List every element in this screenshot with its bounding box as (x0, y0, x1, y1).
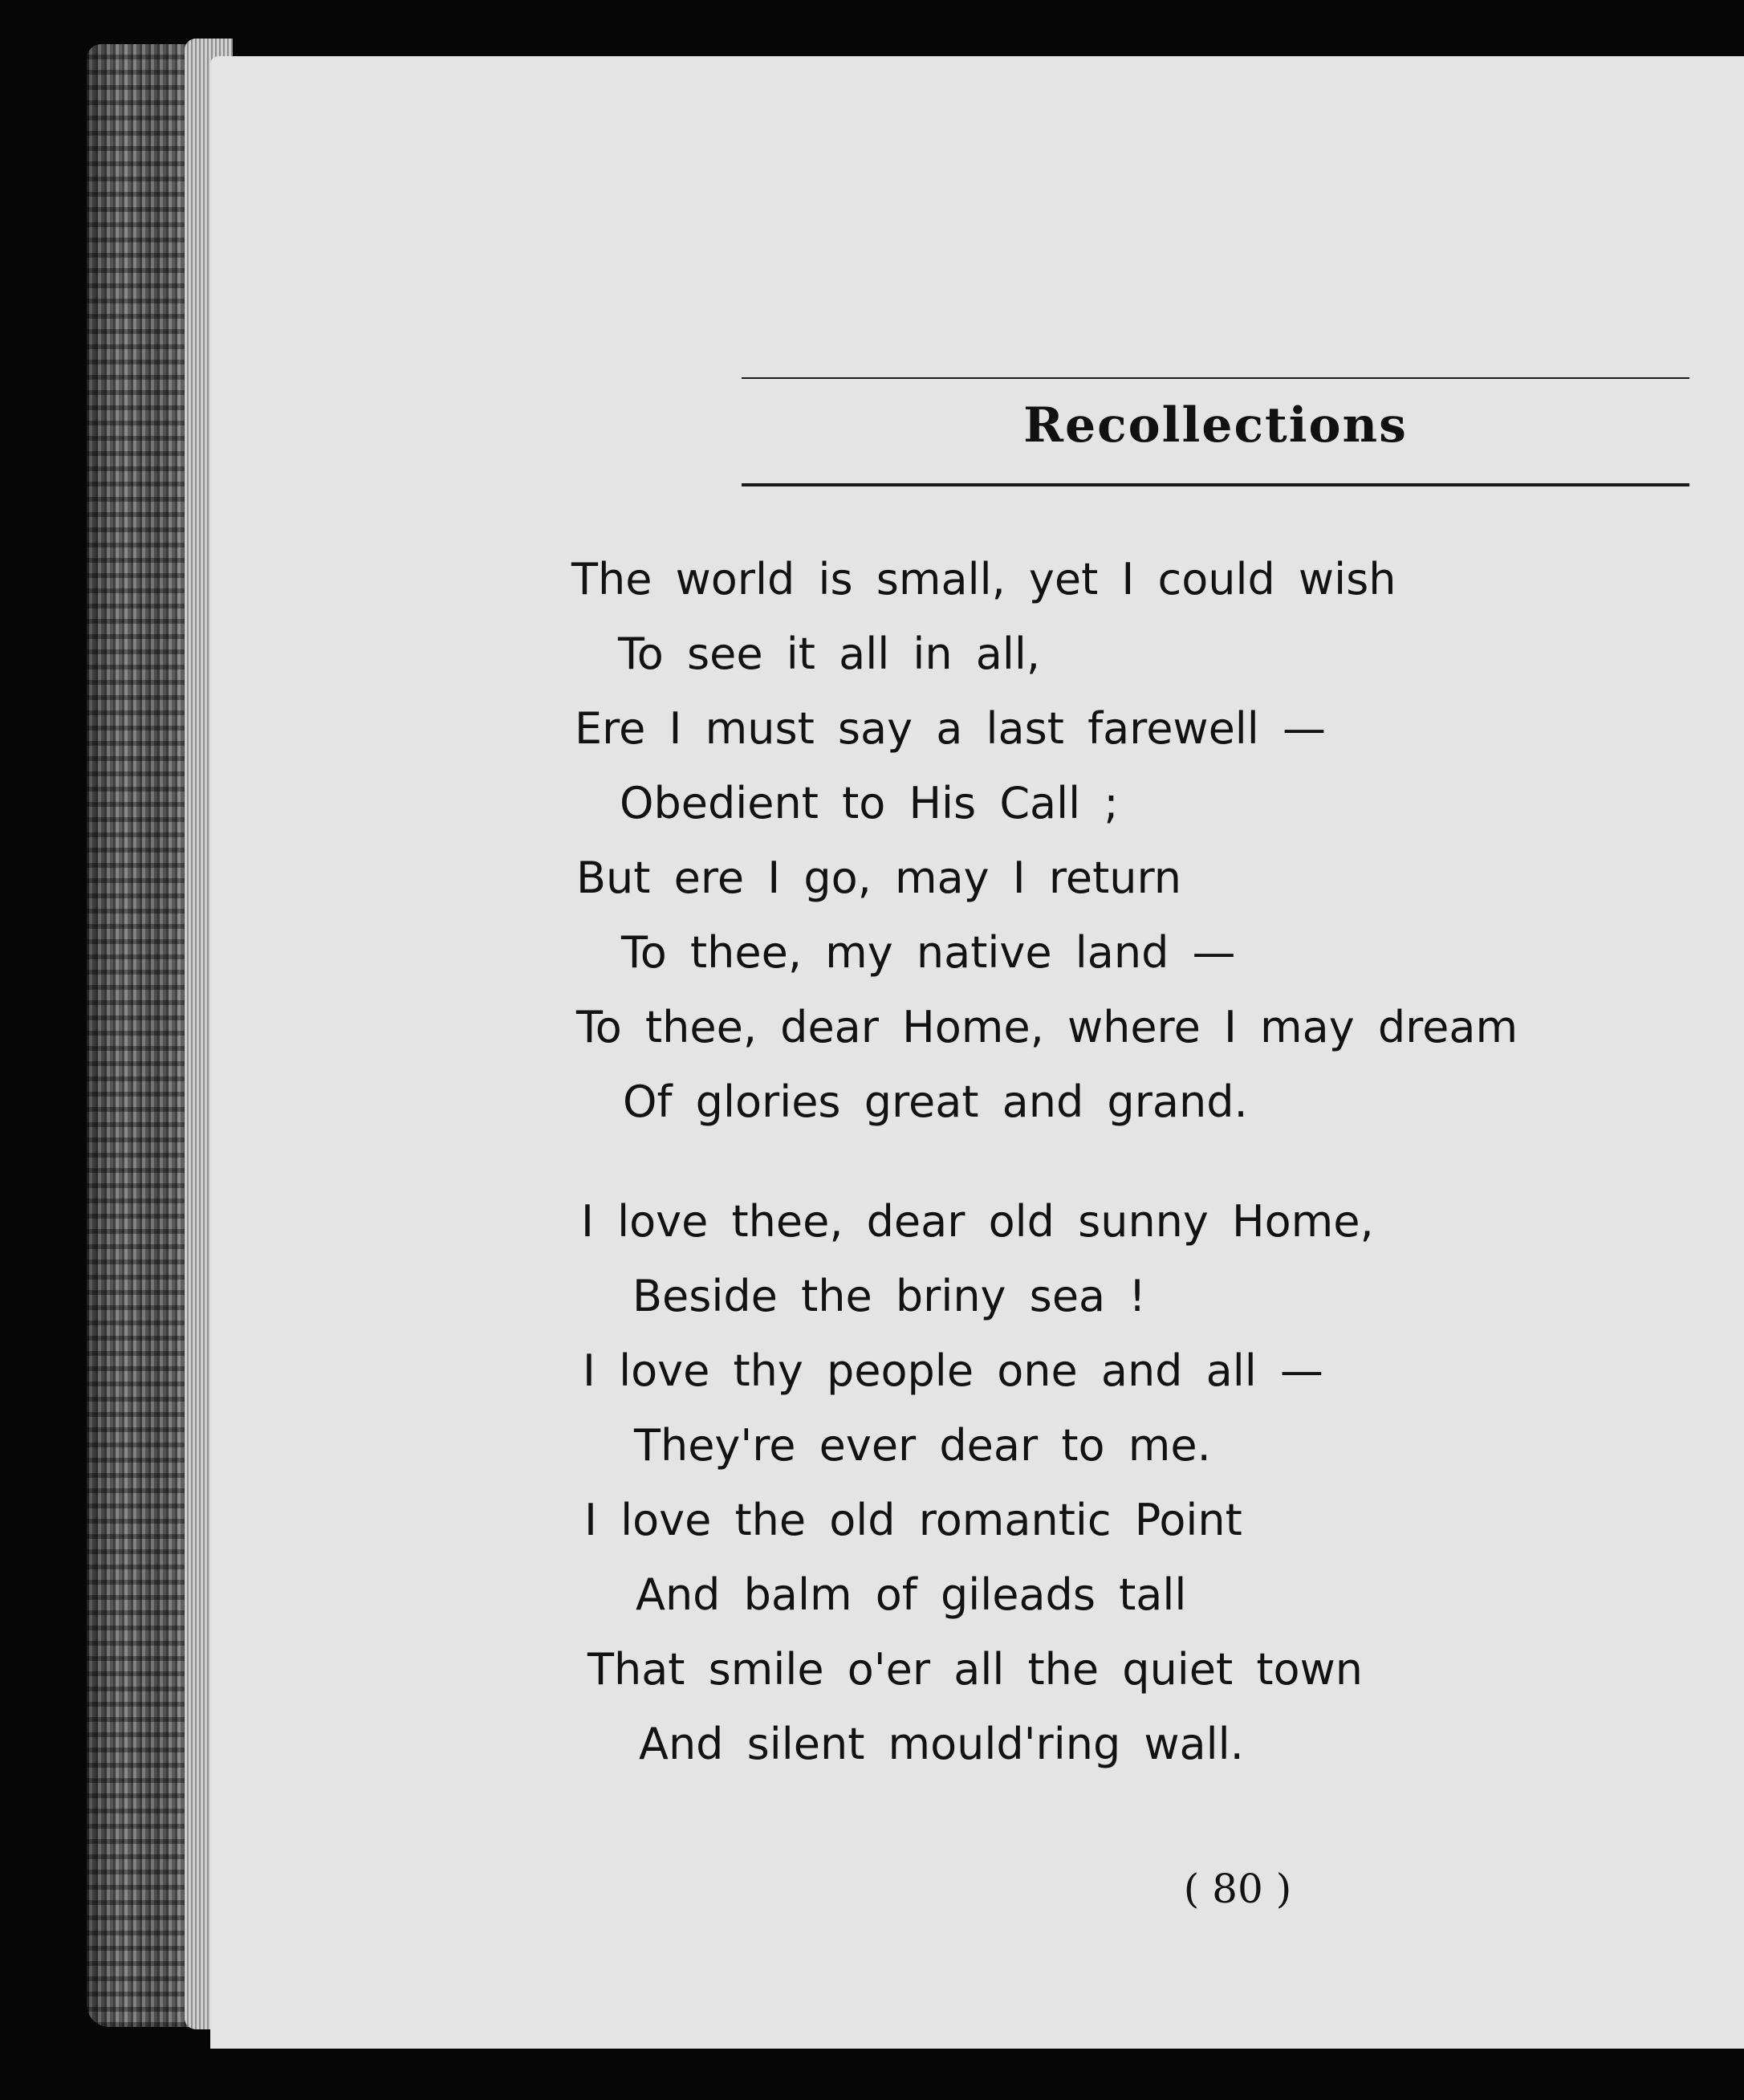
poem-line: Of glories great and grand. (623, 1076, 1248, 1127)
poem-line: I love thee, dear old sunny Home, (581, 1196, 1374, 1247)
title-bottom-rule (742, 483, 1689, 486)
title-top-rule (742, 377, 1689, 379)
poem-line: I love thy people one and all — (583, 1345, 1323, 1396)
poem-line: Beside the briny sea ! (632, 1271, 1146, 1321)
poem-line: They're ever dear to me. (634, 1420, 1211, 1471)
poem-line: I love the old romantic Point (584, 1495, 1242, 1545)
poem-line: Obedient to His Call ; (620, 778, 1119, 828)
page-sheet (210, 56, 1744, 2049)
poem-line: The world is small, yet I could wish (571, 554, 1396, 604)
poem-line: To see it all in all, (618, 629, 1041, 679)
poem-line: Ere I must say a last farewell — (575, 703, 1326, 754)
poem-line: To thee, dear Home, where I may dream (576, 1002, 1518, 1052)
poem-line: And silent mould'ring wall. (639, 1719, 1244, 1769)
poem-line: That smile o'er all the quiet town (587, 1644, 1363, 1695)
poem-line: And balm of gileads tall (636, 1569, 1187, 1620)
page-number: ( 80 ) (1183, 1866, 1292, 1912)
poem-line: To thee, my native land — (621, 927, 1236, 978)
poem-line: But ere I go, may I return (576, 853, 1181, 903)
poem-title: Recollections (1023, 397, 1408, 454)
